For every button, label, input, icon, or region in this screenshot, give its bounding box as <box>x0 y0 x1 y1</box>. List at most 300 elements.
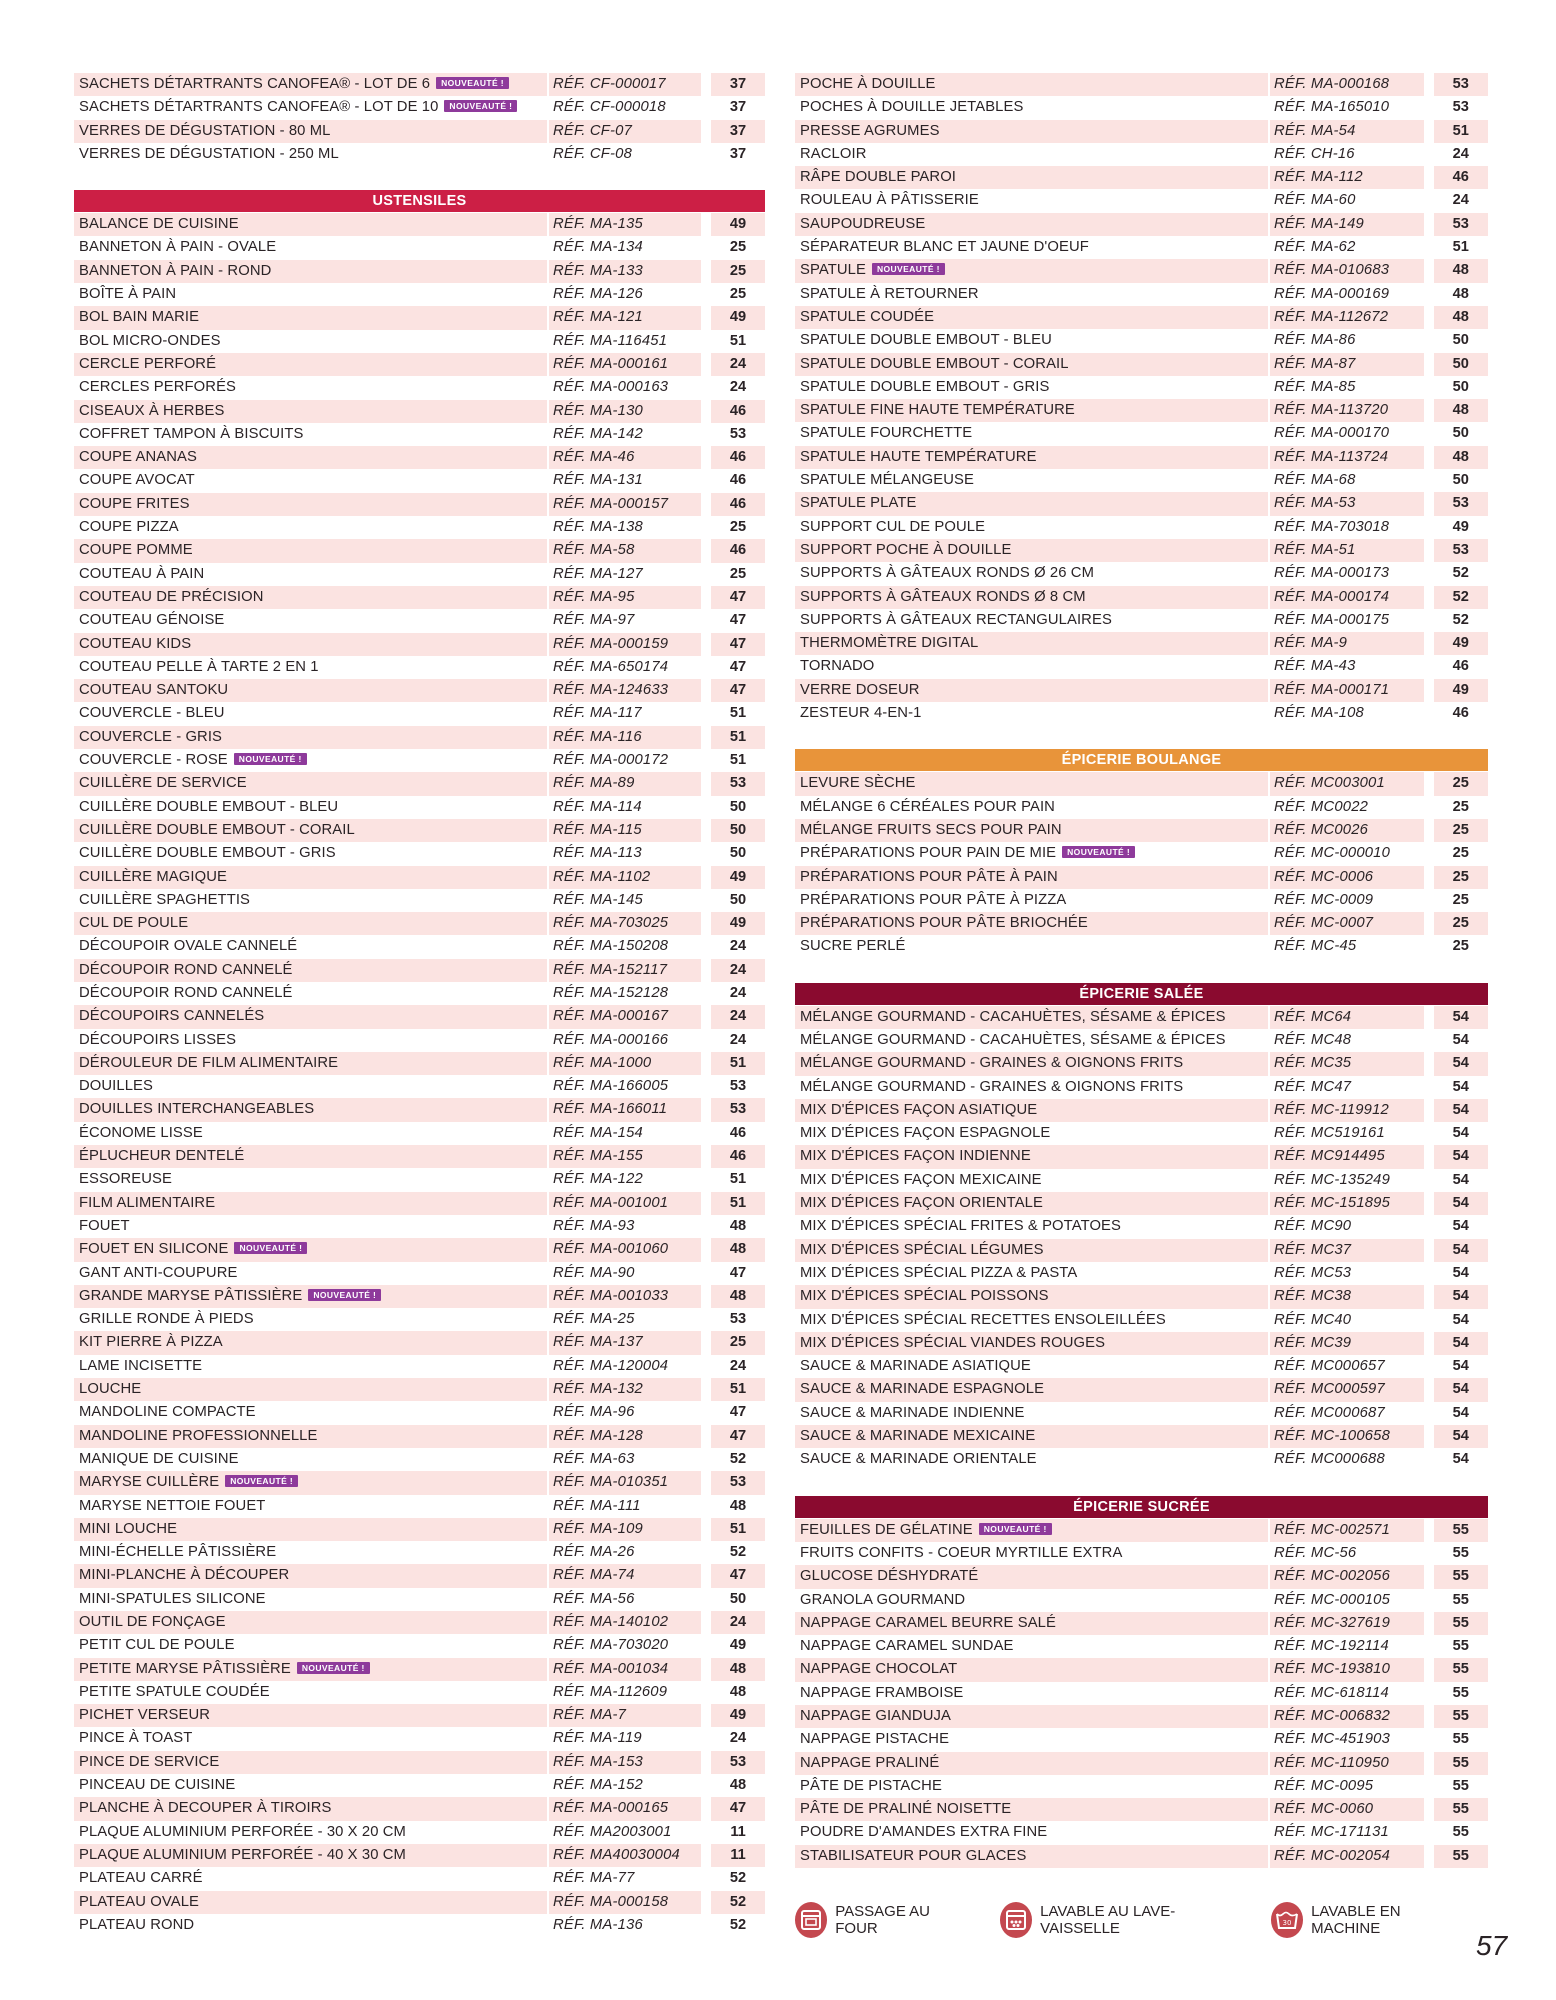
product-page: 54 <box>1452 1311 1469 1328</box>
product-page: 47 <box>711 633 765 656</box>
product-name <box>795 632 1268 655</box>
product-name-text: COUPE ANANAS <box>79 449 197 466</box>
ref-prefix: RÉF. <box>553 1450 586 1467</box>
product-page: 48 <box>711 1658 765 1681</box>
ref-prefix: RÉF. <box>1274 1754 1307 1771</box>
product-page: 53 <box>729 1078 747 1095</box>
table-row <box>74 796 765 819</box>
ref-value: MC39 <box>1310 1334 1352 1351</box>
product-name <box>74 96 547 119</box>
product-ref <box>1270 1798 1424 1821</box>
ref-prefix: RÉF. <box>1274 495 1307 512</box>
product-ref <box>1270 1355 1424 1378</box>
product-name-text: PRÉPARATIONS POUR PAIN DE MIE <box>800 845 1057 862</box>
product-page: 55 <box>1434 1752 1488 1775</box>
product-page: 49 <box>1434 632 1488 655</box>
product-page: 46 <box>1434 166 1488 189</box>
table-row <box>795 166 1488 189</box>
product-name <box>74 1122 547 1145</box>
product-ref <box>1270 702 1424 725</box>
ref-value: MA-97 <box>589 612 635 629</box>
table-row <box>74 306 765 329</box>
product-name-text: PÂTE DE PISTACHE <box>800 1777 942 1794</box>
ref-value: MC-000010 <box>1310 845 1391 862</box>
product-name-text: GRANOLA GOURMAND <box>800 1591 966 1608</box>
table-row <box>795 1262 1488 1285</box>
product-ref <box>1270 1635 1424 1658</box>
table-row <box>795 1332 1488 1355</box>
product-name <box>74 143 547 166</box>
product-ref <box>549 330 701 353</box>
product-page: 51 <box>1452 239 1469 256</box>
ref-value: MA-000165 <box>589 1800 669 1817</box>
ref-value: MC0026 <box>1310 821 1369 838</box>
new-badge: NOUVEAUTÉ ! <box>872 263 945 275</box>
ref-prefix: RÉF. <box>553 1730 586 1747</box>
product-name <box>795 1565 1268 1588</box>
ref-value: MA2003001 <box>589 1823 672 1840</box>
product-page: 53 <box>1434 492 1488 515</box>
legend-label: LAVABLE AU LAVE-VAISSELLE <box>1040 1903 1176 1937</box>
table-row <box>74 563 765 586</box>
dishwasher-icon <box>1000 1902 1032 1938</box>
product-name-text: MANIQUE DE CUISINE <box>79 1450 239 1467</box>
product-ref <box>549 772 701 795</box>
product-page: 53 <box>1434 539 1488 562</box>
product-ref <box>549 236 701 259</box>
ref-value: MA-150208 <box>589 938 669 955</box>
product-name-text: DOUILLES <box>79 1078 153 1095</box>
product-name-text: SUPPORT POCHE À DOUILLE <box>800 541 1012 558</box>
ref-prefix: RÉF. <box>1274 658 1307 675</box>
table-row <box>795 399 1488 422</box>
ref-prefix: RÉF. <box>553 1520 586 1537</box>
product-page: 25 <box>711 1331 765 1354</box>
ref-value: MA-703018 <box>1310 518 1390 535</box>
product-ref <box>549 516 701 539</box>
product-page: 46 <box>729 472 747 489</box>
washing-machine-icon <box>1271 1902 1303 1938</box>
table-row <box>795 1355 1488 1378</box>
table-row <box>795 213 1488 236</box>
product-page: 47 <box>711 1797 765 1820</box>
ref-value: MC-110950 <box>1310 1754 1389 1771</box>
product-ref <box>1270 1728 1424 1751</box>
table-row <box>74 330 765 353</box>
table-row <box>74 1425 765 1448</box>
ref-value: MA-000173 <box>1310 565 1390 582</box>
product-name-text: MIX D'ÉPICES SPÉCIAL PIZZA & PASTA <box>800 1264 1078 1281</box>
table-row <box>795 539 1488 562</box>
product-ref <box>1270 1775 1424 1798</box>
ref-value: MA-000172 <box>589 752 669 769</box>
product-page: 51 <box>729 752 747 769</box>
table-row <box>795 1775 1488 1798</box>
ref-prefix: RÉF. <box>1274 122 1307 139</box>
product-name-text: NAPPAGE PRALINÉ <box>800 1754 940 1771</box>
product-name <box>795 446 1268 469</box>
ref-value: MC53 <box>1310 1264 1352 1281</box>
product-ref <box>549 1331 701 1354</box>
ref-value: MC-192114 <box>1310 1638 1389 1655</box>
product-name <box>795 236 1268 259</box>
table-row <box>795 1029 1488 1052</box>
product-ref <box>549 1727 701 1750</box>
product-name <box>74 260 547 283</box>
ref-value: MA-000157 <box>589 495 669 512</box>
ref-value: MC-119912 <box>1310 1101 1389 1118</box>
ref-prefix: RÉF. <box>553 1241 586 1258</box>
ref-value: MC000687 <box>1310 1404 1385 1421</box>
table-row <box>74 539 765 562</box>
product-name <box>795 73 1268 96</box>
product-name <box>795 889 1268 912</box>
table-row <box>74 656 765 679</box>
product-page: 49 <box>711 866 765 889</box>
product-name-text: SUPPORTS À GÂTEAUX RECTANGULAIRES <box>800 611 1112 628</box>
ref-prefix: RÉF. <box>553 1381 586 1398</box>
ref-value: MA-116451 <box>589 332 668 349</box>
product-name <box>74 912 547 935</box>
table-row <box>74 1681 765 1704</box>
product-page: 55 <box>1434 1519 1488 1542</box>
section-header-epicerie-sucree: ÉPICERIE SUCRÉE <box>795 1496 1488 1518</box>
ref-prefix: RÉF. <box>1274 472 1307 489</box>
ref-prefix: RÉF. <box>1274 1218 1307 1235</box>
product-name <box>795 1448 1268 1471</box>
ref-prefix: RÉF. <box>1274 1334 1307 1351</box>
product-ref <box>549 1564 701 1587</box>
product-name <box>74 796 547 819</box>
table-row <box>74 143 765 166</box>
ref-prefix: RÉF. <box>1274 1008 1307 1025</box>
ref-prefix: RÉF. <box>1274 1824 1307 1841</box>
product-ref <box>549 1518 701 1541</box>
table-row <box>74 469 765 492</box>
product-name <box>795 586 1268 609</box>
ref-prefix: RÉF. <box>553 588 586 605</box>
legend-washing-machine <box>1271 1902 1457 1938</box>
product-page: 25 <box>729 286 747 303</box>
product-name <box>795 1658 1268 1681</box>
product-name-text: OUTIL DE FONÇAGE <box>79 1614 226 1630</box>
ref-prefix: RÉF. <box>1274 775 1307 792</box>
product-page: 49 <box>1452 518 1469 535</box>
ref-value: MC-0060 <box>1310 1801 1374 1818</box>
table-row <box>795 1519 1488 1542</box>
product-page: 11 <box>730 1823 746 1840</box>
product-ref <box>549 749 701 772</box>
ref-prefix: RÉF. <box>1274 845 1307 862</box>
table-row <box>795 562 1488 585</box>
table-row <box>795 143 1488 166</box>
product-ref <box>549 1821 701 1844</box>
product-page: 24 <box>711 1005 765 1028</box>
ref-prefix: RÉF. <box>1274 1171 1307 1188</box>
ref-value: MA-152128 <box>589 984 669 1001</box>
product-name-text: MANDOLINE PROFESSIONNELLE <box>79 1427 318 1444</box>
product-ref <box>1270 73 1424 96</box>
product-page: 47 <box>711 679 765 702</box>
ref-value: MA-124633 <box>589 682 669 699</box>
ref-value: MA-46 <box>589 449 635 466</box>
product-ref <box>549 1634 701 1657</box>
product-page: 54 <box>1434 1192 1488 1215</box>
product-name <box>74 1098 547 1121</box>
ref-prefix: RÉF. <box>553 658 586 675</box>
product-page: 51 <box>711 1518 765 1541</box>
table-row <box>795 492 1488 515</box>
ref-value: MA-63 <box>589 1450 635 1467</box>
product-name <box>74 1401 547 1424</box>
product-name <box>74 749 547 772</box>
product-ref <box>549 1262 701 1285</box>
product-name-text: LAME INCISETTE <box>79 1357 203 1374</box>
product-ref <box>1270 1215 1424 1238</box>
product-ref <box>549 1751 701 1774</box>
ref-value: MA-000171 <box>1310 681 1390 698</box>
ref-value: MA-154 <box>589 1124 643 1141</box>
product-ref <box>1270 1145 1424 1168</box>
section-gap <box>74 166 765 190</box>
ref-prefix: RÉF. <box>553 1148 586 1165</box>
ref-prefix: RÉF. <box>553 1171 586 1188</box>
ref-value: MA-58 <box>589 542 635 559</box>
product-name <box>74 1681 547 1704</box>
ref-prefix: RÉF. <box>1274 378 1307 395</box>
product-page: 54 <box>1452 1451 1469 1468</box>
product-name-text: FILM ALIMENTAIRE <box>79 1194 216 1211</box>
product-name <box>74 283 547 306</box>
table-row <box>795 120 1488 143</box>
product-ref <box>1270 1192 1424 1215</box>
product-name <box>74 1308 547 1331</box>
product-page: 51 <box>729 1171 747 1188</box>
product-name-text: NAPPAGE CHOCOLAT <box>800 1661 958 1678</box>
product-ref <box>549 1215 701 1238</box>
product-ref <box>549 959 701 982</box>
product-name <box>74 656 547 679</box>
product-ref <box>549 702 701 725</box>
table-row <box>795 422 1488 445</box>
product-name <box>795 912 1268 935</box>
ref-prefix: RÉF. <box>1274 402 1307 419</box>
ref-value: MA-89 <box>589 775 635 792</box>
ref-value: MA-9 <box>1310 635 1348 652</box>
ref-prefix: RÉF. <box>553 891 586 908</box>
ref-value: MA-000174 <box>1310 588 1390 605</box>
ref-prefix: RÉF. <box>1274 1404 1307 1421</box>
ref-value: MA-703020 <box>589 1637 669 1654</box>
product-ref <box>1270 120 1424 143</box>
product-page: 51 <box>711 1378 765 1401</box>
ref-prefix: RÉF. <box>553 495 586 512</box>
ref-value: MC-002054 <box>1310 1847 1391 1864</box>
product-name-text: CUILLÈRE SPAGHETTIS <box>79 891 251 908</box>
table-row <box>74 1867 765 1890</box>
table-row <box>795 1402 1488 1425</box>
ref-value: MA-113720 <box>1310 402 1389 419</box>
product-page: 47 <box>711 1425 765 1448</box>
ref-prefix: RÉF. <box>553 1707 586 1724</box>
product-page: 54 <box>1452 1078 1469 1095</box>
ref-value: MA-001001 <box>589 1194 669 1211</box>
product-ref <box>549 73 701 96</box>
product-ref <box>549 1355 701 1378</box>
ref-prefix: RÉF. <box>1274 705 1307 722</box>
product-ref <box>549 1168 701 1191</box>
right-column <box>795 73 1488 1868</box>
oven-icon <box>795 1902 827 1938</box>
ref-prefix: RÉF. <box>553 519 586 536</box>
product-page: 48 <box>1434 306 1488 329</box>
table-row <box>74 1471 765 1494</box>
product-name <box>74 1495 547 1518</box>
product-name <box>795 329 1268 352</box>
product-name-text: ÉCONOME LISSE <box>79 1124 203 1141</box>
ref-value: MA-142 <box>589 425 643 442</box>
product-page: 25 <box>729 565 747 582</box>
ref-prefix: RÉF. <box>1274 1847 1307 1864</box>
product-name-text: GLUCOSE DÉSHYDRATÉ <box>800 1568 979 1585</box>
product-name <box>74 516 547 539</box>
ref-prefix: RÉF. <box>553 961 586 978</box>
product-name <box>74 539 547 562</box>
product-name-text: DÉROULEUR DE FILM ALIMENTAIRE <box>79 1054 339 1071</box>
product-name <box>795 1122 1268 1145</box>
product-ref <box>549 1052 701 1075</box>
ref-value: MC-002571 <box>1310 1521 1391 1538</box>
product-page: 49 <box>711 912 765 935</box>
product-page: 52 <box>729 1916 747 1933</box>
product-ref <box>549 1145 701 1168</box>
table-row <box>74 1588 765 1611</box>
product-ref <box>1270 446 1424 469</box>
ref-value: MA-000170 <box>1310 425 1390 442</box>
product-ref <box>1270 889 1424 912</box>
ref-value: MA-112609 <box>589 1683 668 1700</box>
ref-prefix: RÉF. <box>1274 588 1307 605</box>
product-name-text: PLATEAU CARRÉ <box>79 1870 203 1887</box>
product-name <box>795 1332 1268 1355</box>
product-page: 50 <box>1434 353 1488 376</box>
table-row <box>795 1612 1488 1635</box>
product-page: 37 <box>729 145 747 162</box>
table-row <box>795 1565 1488 1588</box>
ref-prefix: RÉF. <box>1274 1638 1307 1655</box>
ref-value: MA-152 <box>589 1777 643 1794</box>
table-row <box>795 1728 1488 1751</box>
ref-value: MA-135 <box>589 216 643 233</box>
product-page: 24 <box>729 1730 747 1747</box>
product-ref <box>549 1005 701 1028</box>
ref-prefix: RÉF. <box>1274 1241 1307 1258</box>
table-row <box>795 1635 1488 1658</box>
ref-prefix: RÉF. <box>1274 1078 1307 1095</box>
ref-value: MA-122 <box>589 1171 643 1188</box>
product-name-text: LEVURE SÈCHE <box>800 775 916 792</box>
new-badge: NOUVEAUTÉ ! <box>444 100 517 112</box>
product-ref <box>549 866 701 889</box>
product-name <box>795 1355 1268 1378</box>
product-name-text: PRÉPARATIONS POUR PÂTE À PAIN <box>800 868 1058 885</box>
table-row <box>74 1844 765 1867</box>
ref-value: MA-1102 <box>589 868 651 885</box>
ref-value: MC37 <box>1310 1241 1352 1258</box>
product-name <box>74 772 547 795</box>
product-ref <box>1270 469 1424 492</box>
product-name-text: BOÎTE À PAIN <box>79 286 177 303</box>
ref-value: MA-001033 <box>589 1287 669 1304</box>
product-name-text: COUVERCLE - GRIS <box>79 728 223 745</box>
product-name-text: PRÉPARATIONS POUR PÂTE À PIZZA <box>800 891 1067 908</box>
product-ref <box>1270 609 1424 632</box>
product-ref <box>1270 306 1424 329</box>
ref-value: MC-135249 <box>1310 1171 1391 1188</box>
product-ref <box>1270 1682 1424 1705</box>
ref-prefix: RÉF. <box>1274 308 1307 325</box>
ref-value: MA-166011 <box>589 1101 668 1118</box>
table-row <box>74 283 765 306</box>
product-name <box>795 1076 1268 1099</box>
ref-value: MA-132 <box>589 1381 643 1398</box>
ref-value: MA-155 <box>589 1148 643 1165</box>
product-name <box>795 399 1268 422</box>
ref-prefix: RÉF. <box>553 1357 586 1374</box>
product-name-text: SUPPORTS À GÂTEAUX RONDS Ø 8 CM <box>800 588 1086 605</box>
table-row <box>74 1704 765 1727</box>
product-name-text: COUPE PIZZA <box>79 519 179 536</box>
product-ref <box>549 1308 701 1331</box>
product-page: 55 <box>1452 1684 1469 1701</box>
ref-prefix: RÉF. <box>553 449 586 466</box>
product-name <box>74 1448 547 1471</box>
product-page: 25 <box>1434 912 1488 935</box>
product-ref <box>1270 1262 1424 1285</box>
product-name <box>74 1192 547 1215</box>
ref-prefix: RÉF. <box>553 1334 586 1351</box>
product-ref <box>549 1681 701 1704</box>
product-page: 52 <box>729 1544 747 1561</box>
product-name <box>795 516 1268 539</box>
ref-prefix: RÉF. <box>553 1217 586 1234</box>
product-ref <box>549 306 701 329</box>
product-ref <box>549 1588 701 1611</box>
product-name-text: SAUCE & MARINADE ESPAGNOLE <box>800 1381 1045 1398</box>
product-name <box>795 1752 1268 1775</box>
ref-prefix: RÉF. <box>553 379 586 396</box>
ref-value: MC-171131 <box>1310 1824 1389 1841</box>
product-ref <box>549 1378 701 1401</box>
product-name <box>74 236 547 259</box>
ref-value: MA-153 <box>589 1753 643 1770</box>
product-name-text: ÉPLUCHEUR DENTELÉ <box>79 1148 245 1165</box>
product-name <box>74 1844 547 1867</box>
table-row <box>795 1448 1488 1471</box>
table-row <box>795 1542 1488 1565</box>
ref-prefix: RÉF. <box>1274 262 1307 279</box>
product-page: 25 <box>1452 938 1469 955</box>
product-page: 54 <box>1434 1006 1488 1029</box>
product-name-text: KIT PIERRE À PIZZA <box>79 1334 223 1351</box>
ref-prefix: RÉF. <box>1274 1661 1307 1678</box>
product-name <box>795 1682 1268 1705</box>
product-name <box>74 446 547 469</box>
product-name-text: POUDRE D'AMANDES EXTRA FINE <box>800 1824 1048 1841</box>
product-name <box>795 469 1268 492</box>
product-page: 54 <box>1434 1099 1488 1122</box>
product-name <box>795 1589 1268 1612</box>
